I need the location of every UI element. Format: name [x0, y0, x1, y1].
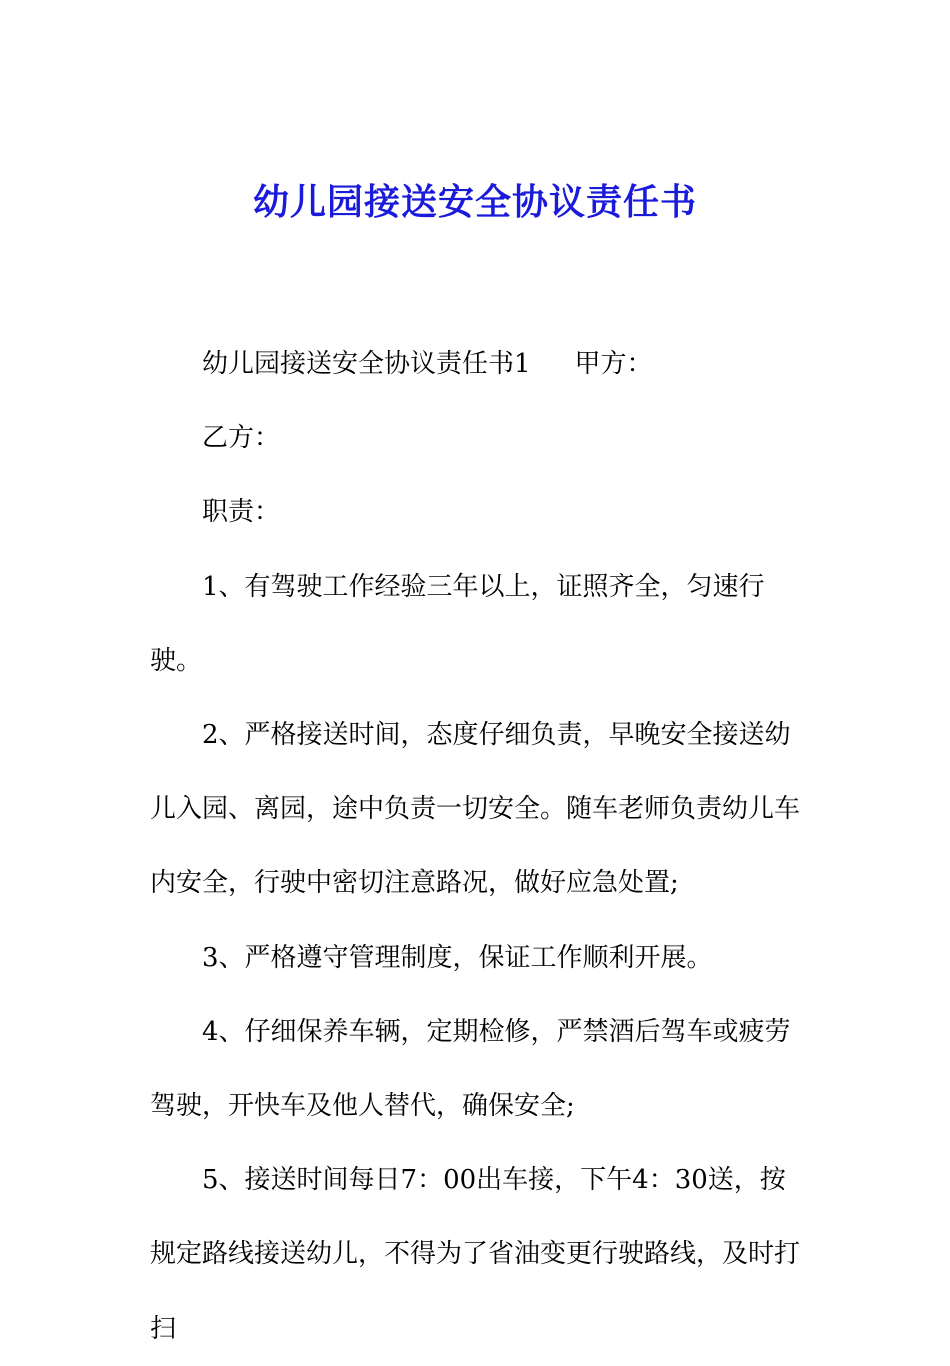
party-b-label: 乙方： — [202, 423, 281, 454]
duty-item-1: 1、有驾驶工作经验三年以上，证照齐全，匀速行驶。 — [150, 571, 765, 676]
party-a-label: 甲方： — [574, 349, 653, 379]
duty-item-4: 4、仔细保养车辆，定期检修，严禁酒后驾车或疲劳驾驶，开快车及他人替代，确保安全; — [150, 1016, 791, 1122]
duty-item-2: 2、严格接送时间，态度仔细负责，早晚安全接送幼儿入园、离园，途中负责一切安全。随车老师负责幼儿车内安全，行驶中密切注意路况，做好应急处置; — [150, 720, 801, 899]
intro-line — [150, 327, 810, 401]
duty-item-3: 3、严格遵守管理制度，保证工作顺利开展。 — [202, 942, 713, 973]
duty-item-5: 5、接送时间每日7：00出车接，下午4：30送，按规定路线接送幼儿，不得为了省油变更行驶路线，及时打扫 — [150, 1165, 801, 1344]
duties-heading: 职责： — [202, 497, 281, 528]
document-body — [150, 327, 810, 1366]
document-title: 幼儿园接送安全协议责任书 — [252, 181, 697, 223]
intro-heading: 幼儿园接送安全协议责任书1 — [202, 349, 531, 379]
